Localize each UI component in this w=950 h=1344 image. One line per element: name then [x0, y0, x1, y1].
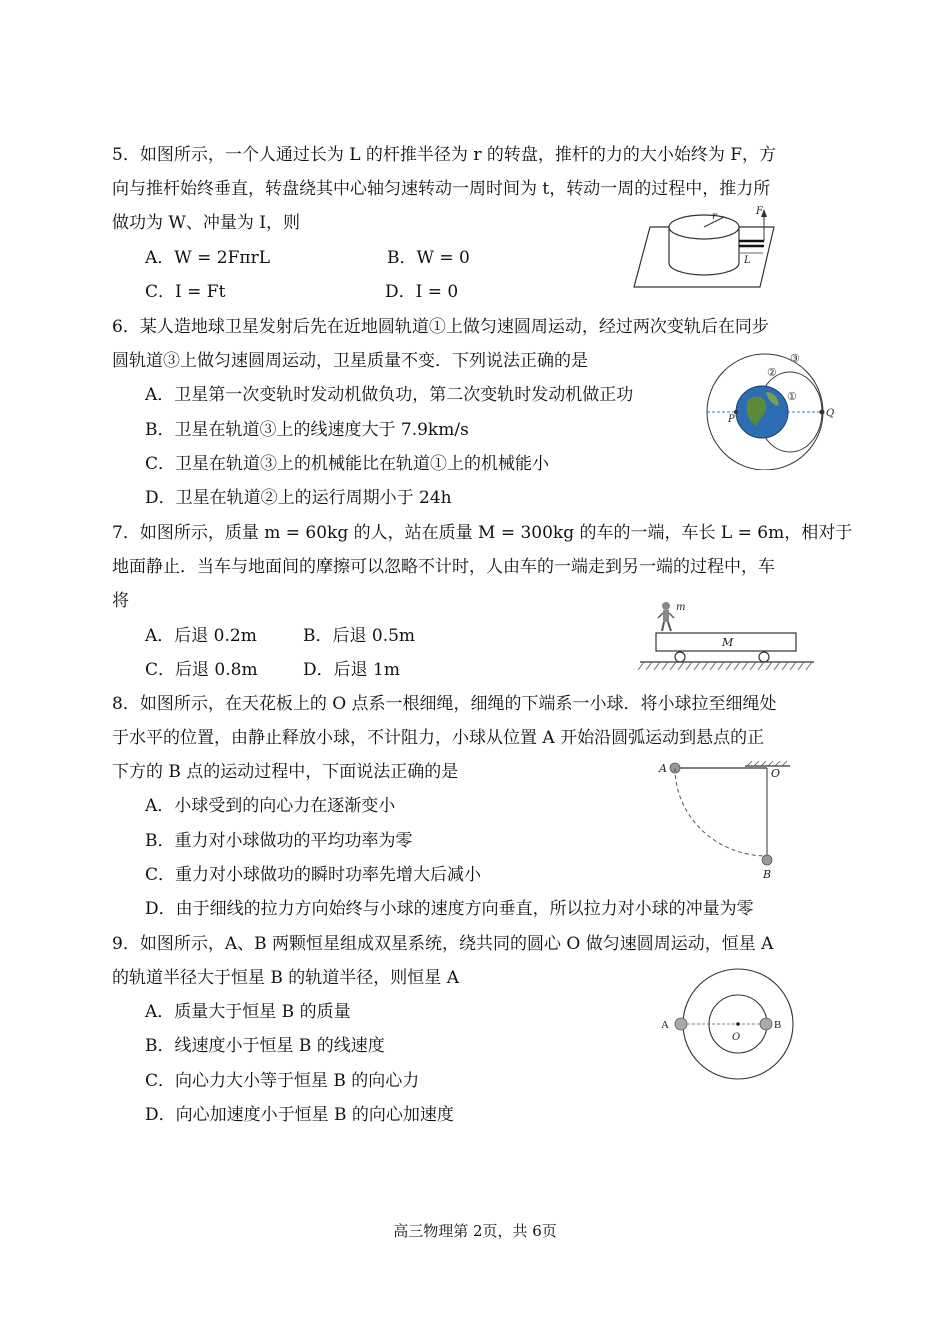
q7-label-M: M	[722, 636, 734, 649]
q8-label-A: A	[659, 762, 667, 775]
q8-stem-line-2: 于水平的位置，由静止释放小球，不计阻力，小球从位置 A 开始沿圆弧运动到悬点的正	[112, 728, 765, 748]
q5-figure-turntable	[632, 205, 782, 290]
q9-option-a: A．质量大于恒星 B 的质量	[145, 1002, 351, 1022]
q8-label-B: B	[763, 868, 772, 881]
q7-stem-line-2: 地面静止．当车与地面间的摩擦可以忽略不计时，人由车的一端走到另一端的过程中，车	[112, 557, 775, 577]
q9-figure-binary-stars	[658, 968, 803, 1083]
q8-option-b: B．重力对小球做功的平均功率为零	[145, 831, 413, 851]
q6-label-orbit-2: ②	[767, 366, 777, 379]
q8-option-d: D．由于细线的拉力方向始终与小球的速度方向垂直，所以拉力对小球的冲量为零	[145, 899, 754, 919]
q7-option-b: B．后退 0.5m	[303, 626, 416, 646]
q9-option-b: B．线速度小于恒星 B 的线速度	[145, 1036, 385, 1056]
q6-label-P: P	[728, 414, 735, 425]
q6-label-orbit-3: ③	[790, 352, 800, 365]
q6-stem-line-2: 圆轨道③上做匀速圆周运动，卫星质量不变．下列说法正确的是	[112, 351, 588, 371]
q6-option-b: B．卫星在轨道③上的线速度大于 7.9km/s	[145, 420, 469, 440]
q5-option-a: A．W = 2FπrL	[145, 248, 271, 268]
q6-option-d: D．卫星在轨道②上的运行周期小于 24h	[145, 488, 452, 508]
q9-label-B: B	[774, 1019, 782, 1031]
q7-option-d: D．后退 1m	[303, 660, 400, 680]
q5-label-L: L	[744, 255, 751, 266]
q6-label-orbit-1: ①	[787, 390, 797, 403]
q6-label-Q: Q	[826, 408, 835, 419]
q9-label-A: A	[661, 1019, 669, 1031]
q8-figure-pendulum	[655, 757, 795, 882]
q7-option-c: C．后退 0.8m	[145, 660, 258, 680]
q5-stem-line-2: 向与推杆始终垂直，转盘绕其中心轴匀速转动一周时间为 t，转动一周的过程中，推力所	[112, 179, 771, 199]
q8-option-a: A．小球受到的向心力在逐渐变小	[145, 796, 396, 816]
page-footer: 高三物理第 2页，共 6页	[393, 1222, 557, 1240]
q5-option-d: D．I = 0	[385, 282, 459, 302]
q6-stem-line-1: 6．某人造地球卫星发射后先在近地圆轨道①上做匀速圆周运动，经过两次变轨后在同步	[112, 317, 769, 337]
q9-stem-line-1: 9．如图所示，A、B 两颗恒星组成双星系统，绕共同的圆心 O 做匀速圆周运动，恒星 A	[112, 934, 774, 954]
q9-label-O: O	[732, 1032, 741, 1043]
q8-stem-line-1: 8．如图所示，在天花板上的 O 点系一根细绳，细绳的下端系一小球．将小球拉至细绳处	[112, 694, 777, 714]
q6-option-c: C．卫星在轨道③上的机械能比在轨道①上的机械能小	[145, 454, 550, 474]
q5-option-c: C．I = Ft	[145, 282, 226, 302]
q9-option-c: C．向心力大小等于恒星 B 的向心力	[145, 1071, 420, 1091]
q8-stem-line-3: 下方的 B 点的运动过程中，下面说法正确的是	[112, 762, 459, 782]
q6-option-a: A．卫星第一次变轨时发动机做负功，第二次变轨时发动机做正功	[145, 385, 634, 405]
q9-stem-line-2: 的轨道半径大于恒星 B 的轨道半径，则恒星 A	[112, 968, 459, 988]
q9-option-d: D．向心加速度小于恒星 B 的向心加速度	[145, 1105, 454, 1125]
q7-label-m: m	[676, 602, 686, 613]
q5-label-F: F	[756, 206, 763, 217]
q5-stem-line-3: 做功为 W、冲量为 I，则	[112, 213, 300, 233]
q8-option-c: C．重力对小球做功的瞬时功率先增大后减小	[145, 865, 482, 885]
q7-stem-line-3: 将	[112, 591, 129, 611]
q7-option-a: A．后退 0.2m	[145, 626, 257, 646]
q7-stem-line-1: 7．如图所示，质量 m = 60kg 的人，站在质量 M = 300kg 的车的一端，车长 L = 6m，相对于	[112, 523, 853, 543]
q5-stem-line-1: 5．如图所示，一个人通过长为 L 的杆推半径为 r 的转盘，推杆的力的大小始终为 F，方	[112, 145, 777, 165]
q5-option-b: B．W = 0	[387, 248, 470, 268]
q7-figure-cart	[638, 598, 818, 674]
q8-label-O: O	[771, 767, 781, 780]
q6-figure-orbits	[700, 348, 840, 470]
q5-label-r: r	[712, 211, 717, 222]
